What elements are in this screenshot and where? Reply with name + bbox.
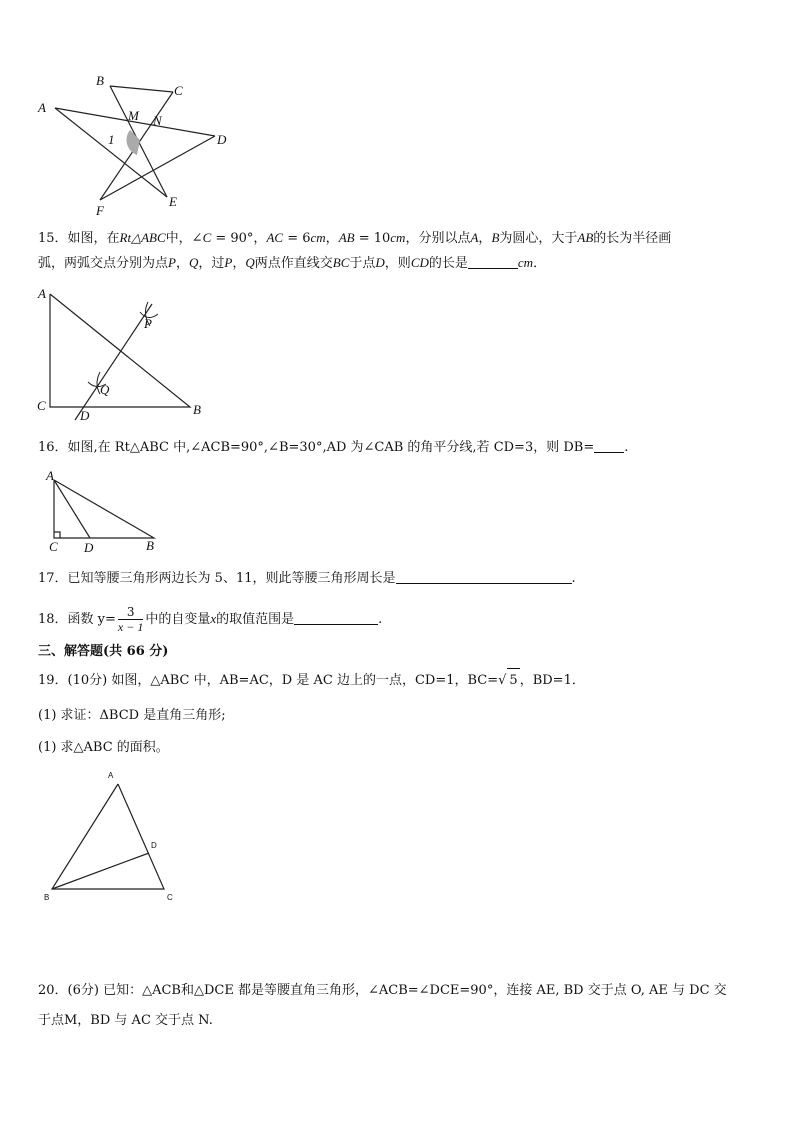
label-Q: Q (100, 382, 110, 397)
label-F: F (96, 203, 104, 218)
bisector-AD (54, 480, 90, 538)
question-19: 19．(10分) 如图，△ABC 中，AB=AC，D 是 AC 边上的一点，CD=1，BC=√ 5 ，BD=1． (38, 668, 758, 693)
label-C: C (49, 539, 58, 554)
figure-19-isosceles-triangle (40, 768, 190, 908)
right-angle-mark (54, 532, 60, 538)
question-20: 20．(6分) 已知：△ACB和△DCE 都是等腰直角三角形，∠ACB=∠DCE=90°，连接 AE, BD 交于点 O, AE 与 DC 交 于点M，BD 与 AC 交于点 N. (38, 983, 727, 1028)
question-18: 18．函数 y= $\frac{3}{x - 1}$ 中的自变量x的取值范围是 . (38, 605, 383, 634)
label-C: C (37, 398, 46, 413)
segment-FD (100, 136, 215, 200)
segment-BD (52, 853, 149, 889)
question-15 (38, 226, 758, 276)
label-C: C (174, 83, 183, 98)
label-C: C (167, 893, 173, 902)
label-D: D (80, 408, 90, 423)
answer-blank-15[interactable] (468, 254, 518, 269)
label-B: B (96, 73, 104, 88)
label-B: B (44, 893, 50, 902)
label-A: A (108, 771, 114, 780)
question-19-part-1: (1) 求证：ΔBCD 是直角三角形; (38, 708, 226, 723)
question-15-line-1: 15．如图，在Rt△ABC中，∠C = 90°，AC = 6cm，AB = 10cm，分别以点A，B为圆心，大于AB的长为半径画 (38, 230, 672, 246)
question-17: 17．已知等腰三角形两边长为 5、11，则此等腰三角形周长是 . (38, 571, 576, 586)
segment-BC (110, 86, 173, 92)
triangle-ABC (52, 784, 164, 889)
figure-14-crossing-lines (30, 70, 250, 218)
label-B: B (146, 538, 154, 553)
answer-blank-17[interactable] (396, 569, 572, 584)
question-16: 16．如图,在 Rt△ABC 中,∠ACB=90°,∠B=30°,AD 为∠CAB 的角平分线,若 CD=3，则 DB= . (38, 440, 629, 455)
label-B: B (193, 402, 201, 417)
section-heading-3: 三、解答题(共 66 分) (38, 644, 169, 659)
figure-15-triangle-construction (30, 284, 210, 424)
triangle-ABC (54, 480, 154, 538)
label-D: D (151, 841, 157, 850)
triangle-ABC (50, 294, 190, 407)
label-M: M (128, 108, 139, 123)
answer-blank-18[interactable] (294, 610, 378, 625)
line-PQ-D (75, 304, 152, 420)
angle-1-shade (127, 130, 140, 155)
label-E: E (169, 194, 177, 209)
answer-blank-16[interactable] (594, 438, 624, 453)
label-N: N (153, 113, 162, 128)
label-D: D (217, 132, 227, 147)
figure-16-right-triangle (40, 470, 170, 556)
label-A: A (38, 286, 46, 301)
question-19-part-2: (1) 求△ABC 的面积。 (38, 740, 169, 755)
fraction-3-over-x-minus-1: $\frac{3}{x - 1}$ (117, 605, 144, 634)
label-D: D (84, 540, 94, 555)
label-P: P (144, 316, 152, 331)
label-A: A (38, 100, 46, 115)
label-A: A (46, 468, 54, 483)
label-1: 1 (108, 132, 115, 147)
question-15-line-2: 弧，两弧交点分别为点P，Q，过P，Q两点作直线交BC于点D，则CD的长是 cm． (38, 255, 547, 271)
